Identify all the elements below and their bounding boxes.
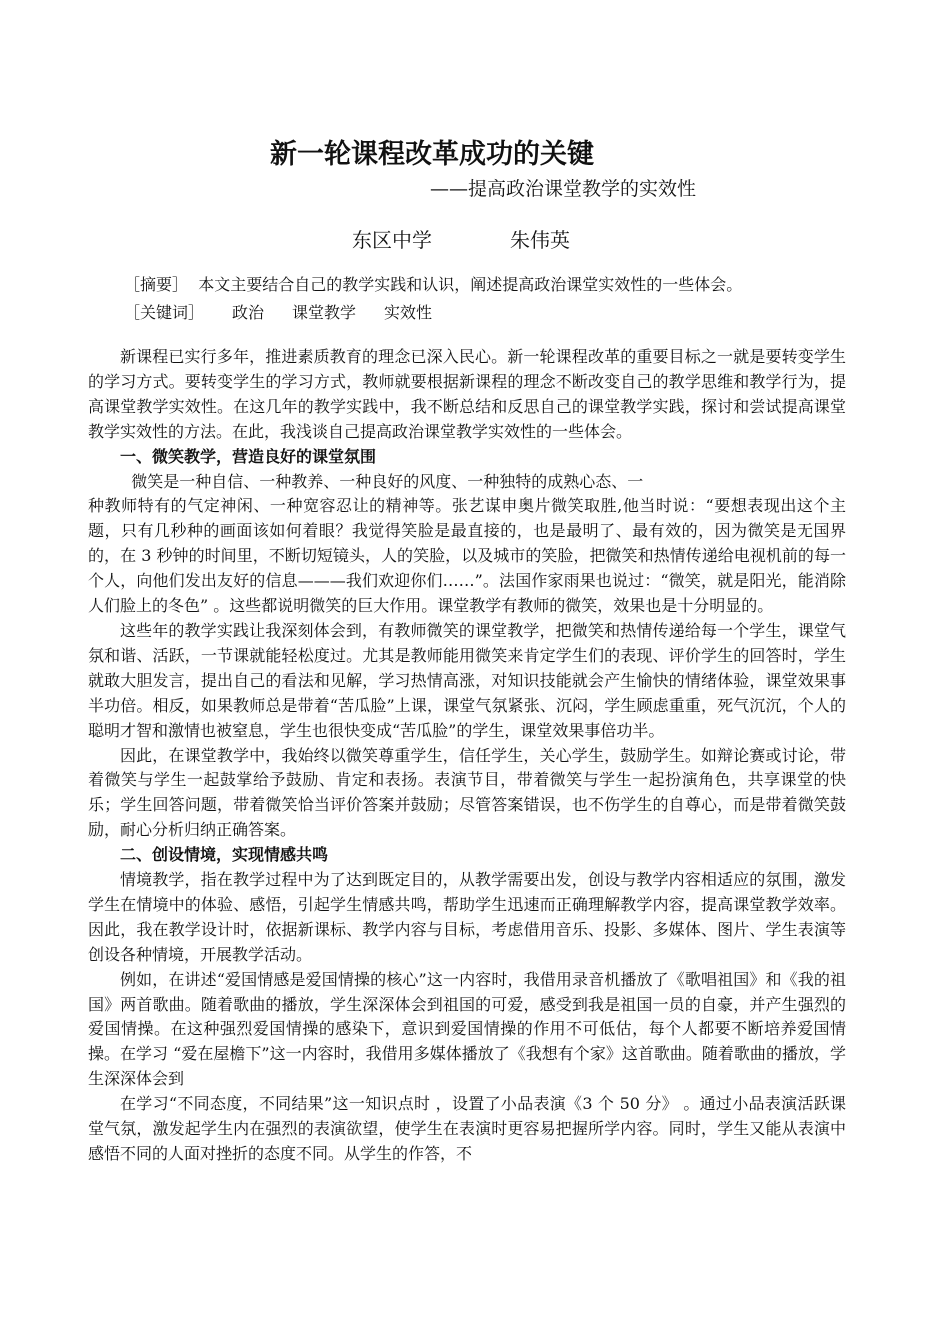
keyword: 课堂教学 xyxy=(292,303,357,322)
paragraph: 在学习“不同态度，不同结果”这一知识点时 ，设置了小品表演《3 个 50 分》 。通过小品表演活跃课堂气氛，激发起学生内在强烈的表演欲望，使学生在表演时更容易把握所学内容。同时，学生又能从表演中感悟不同的人面对挫折的态度不同。从学生的作答，不 xyxy=(88,1094,846,1163)
abstract-text: 本文主要结合自己的教学实践和认识，阐述提高政治课堂实效性的一些体会。 xyxy=(198,275,743,294)
author-line xyxy=(352,224,570,253)
keyword: 实效性 xyxy=(384,303,433,322)
document-subtitle: ——提高政治课堂教学的实效性 xyxy=(430,178,697,200)
keyword: 政治 xyxy=(232,303,265,322)
paragraph: 例如，在讲述“爱国情感是爱国情操的核心”这一内容时，我借用录音机播放了《歌唱祖国》和《我的祖国》两首歌曲。随着歌曲的播放，学生深深体会到祖国的可爱，感受到我是祖国一员的自豪，并产生强烈的爱国情操。在这种强烈爱国情操的感染下，意识到爱国情操的作用不可低估，每个人都要不断培养爱国情操。在学习 “爱在屋檐下”这一内容时，我借用多媒体播放了《我想有个家》这首歌曲。随着歌曲的播放，学生深深体会到 xyxy=(88,969,846,1089)
keywords-line xyxy=(124,300,432,323)
paragraph: 这些年的教学实践让我深刻体会到，有教师微笑的课堂教学，把微笑和热情传递给每一个学生，课堂气氛和谐、活跃，一节课就能轻松度过。尤其是教师能用微笑来肯定学生们的表现、评价学生的回答时，学生就敢大胆发言，提出自己的看法和见解，学习热情高涨，对知识技能就会产生愉快的情绪体验，课堂效果事半功倍。相反，如果教师总是带着“苦瓜脸”上课，课堂气氛紧张、沉闷，学生顾虑重重，死气沉沉，个人的聪明才智和激情也被窒息，学生也很快变成“苦瓜脸”的学生，课堂效果事倍功半。 xyxy=(88,620,846,740)
section-heading-2: 二、创设情境，实现情感共鸣 xyxy=(120,845,329,865)
author-name: 朱伟英 xyxy=(510,228,570,252)
school-name: 东区中学 xyxy=(352,228,432,252)
document-title: 新一轮课程改革成功的关键 xyxy=(270,139,594,170)
abstract-line xyxy=(124,272,742,295)
paragraph: 因此，在课堂教学中，我始终以微笑尊重学生，信任学生，关心学生，鼓励学生。如辩论赛或讨论，带着微笑与学生一起鼓掌给予鼓励、肯定和表扬。表演节目，带着微笑与学生一起扮演角色，共享课堂的快乐；学生回答问题，带着微笑恰当评价答案并鼓励；尽管答案错误，也不伤学生的自尊心，而是带着微笑鼓励，耐心分析归纳正确答案。 xyxy=(88,745,846,840)
document-body xyxy=(88,345,846,1167)
abstract-label: ［摘要］ xyxy=(124,275,189,294)
paragraph-line: 微笑是一种自信、一种教养、一种良好的风度、一种独特的成熟心态、一 xyxy=(131,471,644,491)
keywords-label: ［关键词］ xyxy=(124,303,205,322)
paragraph: 情境教学，指在教学过程中为了达到既定目的，从教学需要出发，创设与教学内容相适应的氛围，激发学生在情境中的体验、感悟，引起学生情感共鸣，帮助学生迅速而正确理解教学内容，提高课堂教学效率。因此，我在教学设计时，依据新课标、教学内容与目标，考虑借用音乐、投影、多媒体、图片、学生表演等创设各种情境，开展教学活动。 xyxy=(88,870,846,964)
section-heading-1: 一、微笑教学，营造良好的课堂氛围 xyxy=(120,446,377,466)
paragraph: 种教师特有的气定神闲、一种宽容忍让的精神等。张艺谋申奥片微笑取胜,他当时说：“要想表现出这个主题，只有几秒种的画面该如何着眼？我觉得笑脸是最直接的，也是最明了、最有效的，因为微笑是无国界的，在 3 秒钟的时间里，不断切短镜头，人的笑脸，以及城市的笑脸，把微笑和热情传递给电视机前的每一个人，向他们发出友好的信息———我们欢迎你们……”。法国作家雨果也说过：“微笑，就是阳光，能消除人们脸上的冬色” 。这些都说明微笑的巨大作用。课堂教学有教师的微笑，效果也是十分明显的。 xyxy=(88,496,846,616)
paragraph-intro: 新课程已实行多年，推进素质教育的理念已深入民心。新一轮课程改革的重要目标之一就是要转变学生的学习方式。要转变学生的学习方式，教师就要根据新课程的理念不断改变自己的教学思维和教学行为，提高课堂教学实效性。在这几年的教学实践中，我不断总结和反思自己的课堂教学实践，探讨和尝试提高课堂教学实效性的方法。在此，我浅谈自己提高政治课堂教学实效性的一些体会。 xyxy=(88,347,846,441)
